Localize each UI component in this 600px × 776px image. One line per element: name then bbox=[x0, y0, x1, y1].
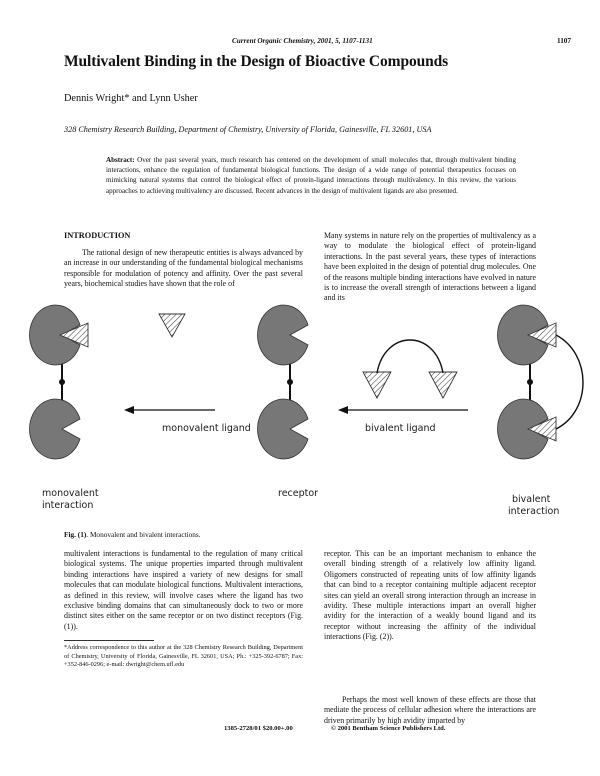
figure-caption-label: Fig. (1) bbox=[64, 530, 87, 539]
monovalent-ligand-label: monovalent ligand bbox=[162, 423, 251, 434]
section-heading-introduction: INTRODUCTION bbox=[64, 231, 131, 240]
receptor-hinge bbox=[59, 379, 65, 385]
intro-paragraph-left bbox=[64, 248, 303, 290]
receptor-label: receptor bbox=[278, 488, 319, 499]
abstract-label: Abstract: bbox=[106, 156, 135, 164]
bivalent-ligand-label: bivalent ligand bbox=[365, 423, 436, 434]
monovalent-interaction-label-1: monovalent bbox=[42, 488, 99, 499]
intro-paragraph-1: The rational design of new therapeutic entities is always advanced by an increase in our understanding of the fundamental biological mechanisms responsible for modulation of potency and affinity. Over the past several years, biochemical studies have shown that the role of bbox=[64, 248, 303, 289]
bivalent-interaction-label-1: bivalent bbox=[512, 494, 551, 505]
receptor-group bbox=[257, 305, 318, 499]
figure-1-diagram bbox=[20, 289, 600, 527]
receptor-domain-lower bbox=[29, 399, 80, 459]
receptor-domain-lower bbox=[257, 399, 308, 459]
receptor-domain-upper bbox=[257, 305, 308, 365]
journal-header bbox=[232, 37, 373, 45]
bivalent-interaction-label-2: interaction bbox=[508, 506, 560, 517]
body-right-column-2 bbox=[324, 695, 536, 726]
footer-code: 1385-2728/01 $20.00+.00 bbox=[224, 725, 293, 732]
article-affiliation: 328 Chemistry Research Building, Department of Chemistry, University of Florida, Gainesville, FL 32601, USA bbox=[64, 125, 432, 134]
free-monovalent-ligand bbox=[159, 314, 185, 337]
receptor-hinge bbox=[527, 379, 533, 385]
free-bivalent-ligand bbox=[363, 340, 457, 398]
body-paragraph-left: multivalent interactions is fundamental to the regulation of many critical biological systems. The unique properties imparted through multivalent binding interactions have inspired a variety of new designs for small molecules that can modulate biological functions. Multivalent interactions, as defined in this review, will involve cases where the ligand has two exclusive binding domains that can simultaneously dock to two or more distinct sites either on the same receptor or on two distinct receptors (Fig. (1)). bbox=[64, 549, 303, 631]
journal-name: Current Organic Chemistry bbox=[232, 37, 314, 45]
arrow-head-left-2 bbox=[338, 406, 348, 414]
monovalent-interaction-label-2: interaction bbox=[42, 500, 94, 511]
intro-paragraph-2: Many systems in nature rely on the properties of multivalency as a way to modulate the biological effect of protein-ligand interactions. In the past several years, these types of interactions have been exploited in the design of potential drug molecules. One of the reasons multiple binding interactions have evolved in nature is to increase the overall strength of interactions between a ligand and its bbox=[324, 231, 536, 303]
journal-year: , 2001, bbox=[313, 37, 336, 45]
arrow-head-left-1 bbox=[124, 406, 134, 414]
journal-pages: , 1107-1131 bbox=[338, 37, 373, 45]
abstract-text: Over the past several years, much research has centered on the development of small molecules that, through multivalent binding interactions, enhance the regulation of fundamental biological functions. The design of a wide range of potential therapeutics focuses on mimicking natural systems that control the biological effect of protein-ligand interactions through multivalency. In this review, the various approaches to achieving multivalency are discussed. Recent advances in the design of multivalent ligands are also presented. bbox=[106, 156, 516, 195]
bivalent-interaction-group bbox=[497, 305, 583, 517]
receptor-hinge bbox=[287, 379, 293, 385]
figure-caption-text: . Monovalent and bivalent interactions. bbox=[86, 530, 201, 539]
body-left-column bbox=[64, 549, 303, 632]
body-right-column bbox=[324, 549, 536, 643]
ligand-tether bbox=[556, 335, 583, 429]
footnote-divider bbox=[64, 640, 154, 641]
monovalent-interaction-group bbox=[29, 305, 98, 511]
figure-1-caption bbox=[64, 530, 201, 539]
article-authors: Dennis Wright* and Lynn Usher bbox=[64, 93, 198, 104]
body-paragraph-right: receptor. This can be an important mechanism to enhance the overall binding strength of a relatively low affinity ligand. Oligomers constructed of repeating units of low affinity ligands that can bind to a receptor containing multiple adjacent receptor sites can yield an overall strong interaction through an increase in avidity. These multiple interactions impart an overall higher avidity for the interaction of a weakly bound ligand and its receptor without increasing the affinity of the individual interactions (Fig. (2)). bbox=[324, 549, 536, 642]
page-number: 1107 bbox=[557, 37, 571, 45]
footer-copyright: © 2001 Bentham Science Publishers Ltd. bbox=[331, 725, 446, 732]
journal-volume: 5 bbox=[335, 37, 339, 45]
abstract bbox=[106, 155, 516, 196]
body-paragraph-right-2: Perhaps the most well known of these effects are those that mediate the process of cellular adhesion where the interactions are driven primarily by high avidity imparted by bbox=[324, 695, 536, 725]
article-title: Multivalent Binding in the Design of Bioactive Compounds bbox=[64, 53, 449, 70]
correspondence-footnote: *Address correspondence to this author at the 328 Chemistry Research Building, Department of Chemistry, University of Florida, Gainesville, FL 32601, USA; Ph.: +325-392-6787; Fax: +352-846-0296; e-mail: dwright@chem.ufl.edu bbox=[64, 644, 303, 669]
